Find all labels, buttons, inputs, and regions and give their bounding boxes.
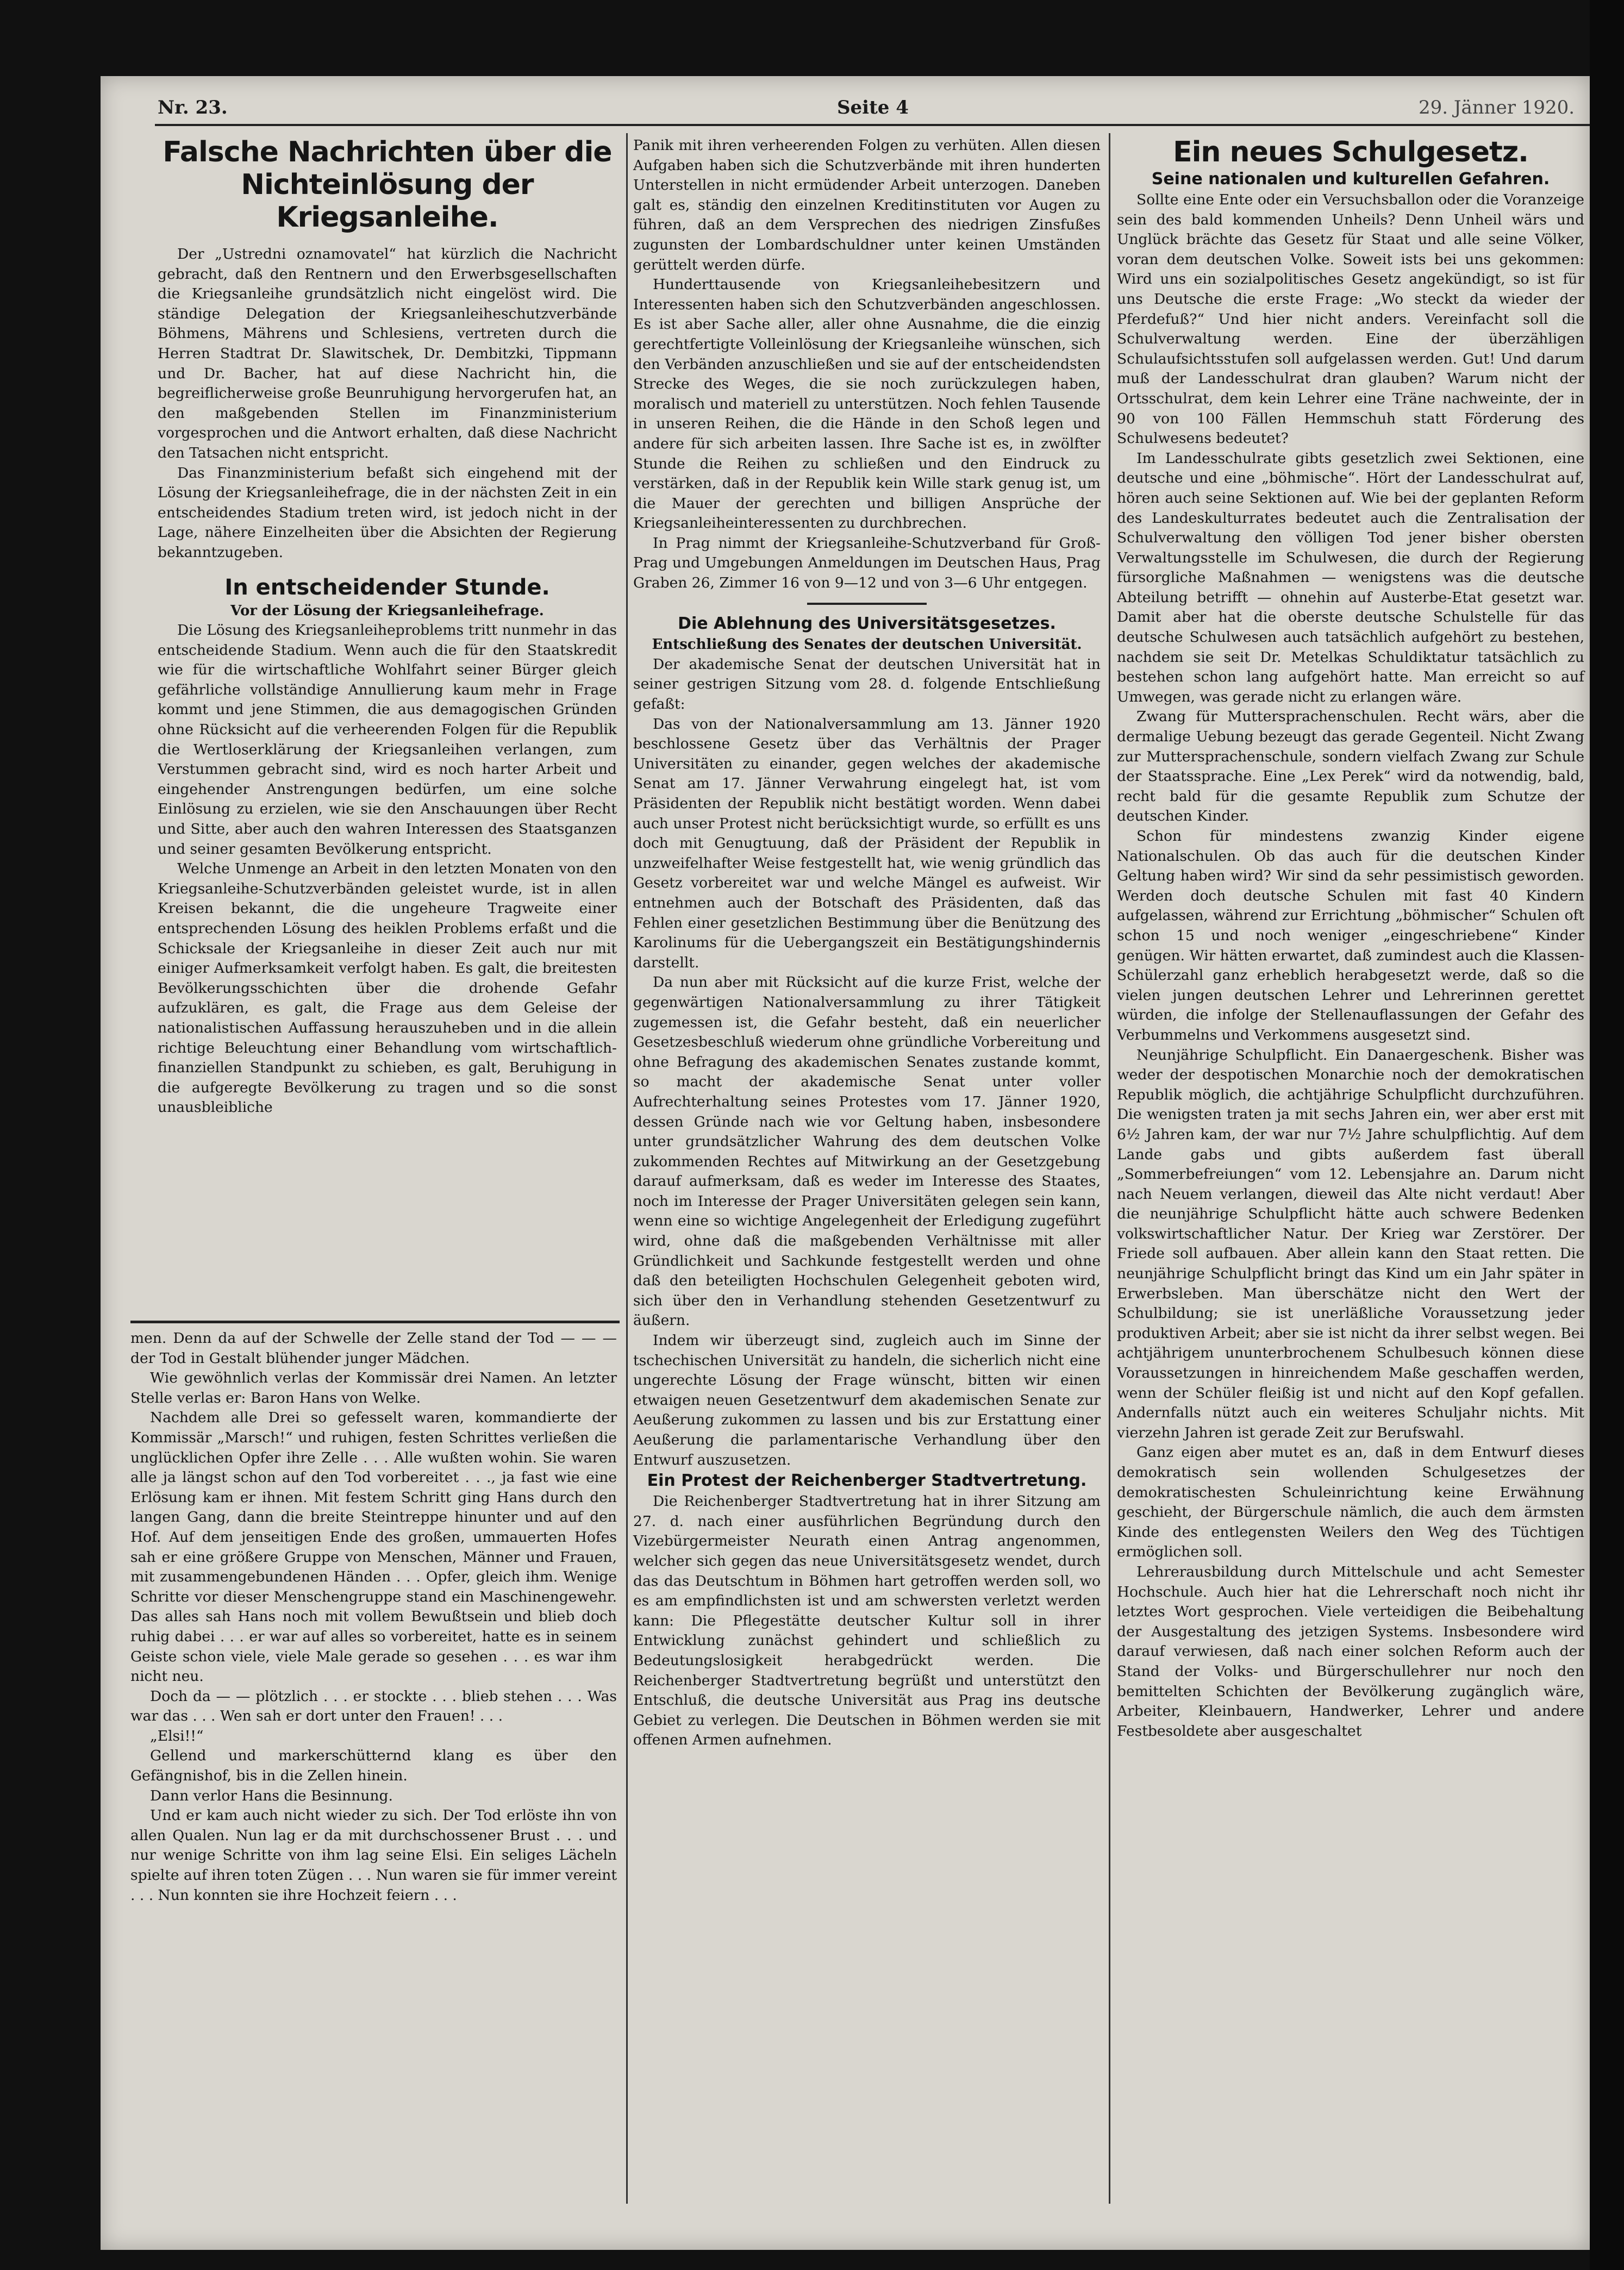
article-paragraph: Hunderttausende von Kriegsanleihebesitzern und Interessenten haben sich den Schutzverbänden angeschlossen. Es ist aber Sache aller, aller ohne Ausnahme, die die einzig gerechtfertigte Volleinlösung der Kriegsanleihe wünschen, sich den Verbänden anzuschließen und sie auf der entscheidendsten Strecke des Weges, die sie noch zurückzulegen haben, moralisch und materiell zu unterstützen. Noch fehlen Tausende in unseren Reihen, die die Hände in den Schoß legen und andere für sich arbeiten lassen. Ihre Sache ist es, in zwölfter Stunde die Reihen zu schließen und den Eindruck zu verstärken, daß in der Republik kein Wille stark genug ist, um die Mauer der gerechten und billigen Ansprüche der Kriegsanleiheinteressenten zu durchbrechen. — [633, 276, 1101, 532]
issue-date: 29. Jänner 1920. — [1419, 97, 1575, 118]
article-paragraph: Lehrerausbildung durch Mittelschule und acht Semester Hochschule. Auch hier hat die Lehrerschaft noch nicht ihr letztes Wort gesprochen. Viele verteidigen die Beibehaltung der Ausgestaltung des jetzigen Systems. Insbesondere wird darauf verwiesen, daß nach einer solchen Reform auch der Stand der Volks- und Bürgerschullehrer nur noch den bemittelten Schichten der Bevölkerung zugänglich wäre, Arbeiter, Kleinbauern, Handwerker, Lehrer und andere Festbesoldete aber ausgeschaltet — [1117, 1563, 1584, 1740]
story-paragraph: Doch da — — plötzlich . . . er stockte . . . blieb stehen . . . Was war das . . . Wen sah er dort unter den Frauen! . . . — [130, 1687, 617, 1725]
article-paragraph: Indem wir überzeugt sind, zugleich auch im Sinne der tschechischen Universität zu handeln, die sicherlich nicht eine ungerechte Lösung der Frage wünscht, bitten wir einen etwaigen neuen Gesetzentwurf dem akademischen Senate zur Aeußerung zukommen zu lassen und bis zur Erstattung einer Aeußerung die parlamentarische Verhandlung über den Entwurf auszusetzen. — [633, 1332, 1101, 1468]
article-paragraph: Im Landesschulrate gibts gesetzlich zwei Sektionen, eine deutsche und eine „böhmische“. Hört der Landesschulrat auf, hören auch seine Sektionen auf. Wie bei der geplanten Reform des Landeskulturrates bedeutet auch die Zentralisation der Schulverwaltung den völligen Tod jener bisher obersten Verwaltungsstelle im Schulwesen, die durch der Regierung fürsorgliche Maßnahmen — wenigstens was die deutsche Abteilung betrifft — ohnehin auf Austerbe-Etat gesetzt war. Damit aber hat die oberste deutsche Schulstelle für das deutsche Schulwesen auch tatsächlich aufgehört zu bestehen, nachdem sie seit Dr. Metelkas Schuldiktatur tatsächlich zu bestehen schon lang aufgehört hatte. Man erreicht so auf Umwegen, was gerade nicht zu erlangen wäre. — [1117, 449, 1584, 705]
story-paragraph: Dann verlor Hans die Besinnung. — [150, 1787, 393, 1804]
article-title: Ein Protest der Reichenberger Stadtvertretung. — [647, 1471, 1087, 1491]
section-dash — [633, 593, 1101, 614]
article-paragraph: Neunjährige Schulpflicht. Ein Danaergeschenk. Bisher was weder der despotischen Monarchie noch der demokratischen Republik möglich, die achtjährige Schulpflicht durchzuführen. Die wenigsten traten ja mit sechs Jahren ein, wer aber erst mit 6½ Jahren kam, der war nur 7½ Jahre schulpflichtig. Auf dem Lande gabs und gibts außerdem fast überall „Sommerbefreiungen“ vom 12. Lebensjahre an. Darum nicht nach Neuem verlangen, dieweil das Alte nicht verdaut! Aber die neunjährige Schulpflicht hätte auch schwere Bedenken volkswirtschaftlicher Natur. Der Krieg war Zerstörer. Der Friede soll aufbauen. Aber allein kann den Staat retten. Die neunjährige Schulpflicht bringt das Kind um ein Jahr später in Erwerbsleben. Man überschätze nicht den Wert der Schulbildung; sie ist unerläßliche Voraussetzung jeder produktiven Arbeit; aber sie ist nicht da ihrer selbst wegen. Bei achtjährigem ununterbrochenem Schulbesuch können diese Voraussetzungen in hinreichendem Maße geschaffen werden, wenn der Schüler fleißig ist und nicht auf den Kopf gefallen. Andernfalls nützt auch ein weiteres Schuljahr nichts. Mit vierzehn Jahren ist gerade Zeit zur Berufswahl. — [1117, 1046, 1584, 1441]
story-paragraph: men. Denn da auf der Schwelle der Zelle stand der Tod — — — der Tod in Gestalt blühender junger Mädchen. — [130, 1330, 617, 1367]
story-paragraph: Und er kam auch nicht wieder zu sich. Der Tod erlöste ihn von allen Qualen. Nun lag er da mit durchschossener Brust . . . und nur wenige Schritte von ihm lag seine Elsi. Ein seliges Lächeln spielte auf ihren toten Zügen . . . Nun waren sie für immer vereint . . . Nun konnten sie ihre Hochzeit feiern . . . — [130, 1807, 617, 1904]
column-divider-right — [1109, 133, 1110, 2204]
article-paragraph: Die Reichenberger Stadtvertretung hat in ihrer Sitzung am 27. d. nach einer ausführlichen Begründung durch den Vizebürgermeister Neurath einen Antrag angenommen, welcher sich gegen das neue Universitätsgesetz wendet, durch das das Deutschtum in Böhmen hart getroffen werden soll, wo es am empfindlichsten ist und am schwersten verletzt werden kann: Die Pflegestätte deutscher Kultur soll in ihrer Entwicklung zunächst gehindert und schließlich zu Bedeutungslosigkeit herabgedrückt werden. Die Reichenberger Stadtvertretung begrüßt und unterstützt den Entschluß, die deutsche Universität aus Prag ins deutsche Gebiet zu verlegen. Die Deutschen in Böhmen werden sie mit offenen Armen aufnehmen. — [633, 1493, 1101, 1749]
column-1 — [158, 136, 617, 1118]
header-rule — [155, 124, 1590, 126]
story-paragraph: Nachdem alle Drei so gefesselt waren, kommandierte der Kommissär „Marsch!“ und ruhigen, festen Schrittes verließen die unglücklichen Opfer ihre Zelle . . . Alle wußten wohin. Sie waren alle ja längst schon auf den Tod vorbereitet . . ., ja fast wie eine Erlösung kam er ihnen. Mit festem Schritt ging Hans durch den langen Gang, dann die breite Steintreppe hinunter und auf den Hof. Auf dem jenseitigen Ende des großen, ummauerten Hofes sah er eine größere Gruppe von Menschen, Männer und Frauen, mit zusammengebundenen Händen . . . Opfer, gleich ihm. Wenige Schritte vor dieser Menschengruppe stand ein Maschinengewehr. Das alles sah Hans noch mit vollem Bewußtsein und blieb doch ruhig dabei . . . er war auf alles so vorbereitet, hatte es in seinem Geiste schon viele, viele Male gerade so gesehen . . . es war ihm nicht neu. — [130, 1409, 617, 1685]
story-continuation — [130, 1329, 617, 1905]
article-paragraph: Die Lösung des Kriegsanleiheproblems tritt nunmehr in das entscheidende Stadium. Wenn auch die für den Staatskredit wie für die wirtschaftliche Wohlfahrt seiner Bürger gleich gefährliche vollständige Annullierung kaum mehr in Frage kommt und jene Stimmen, die aus demagogischen Gründen ohne Rücksicht auf die verheerenden Folgen für die Republik die Wertloserklärung der Kriegsanleihen verlangen, zum Verstummen gebracht sind, wird es noch harter Arbeit und eingehender Anstrengungen bedürfen, um eine solche Einlösung zu erzielen, wie sie den Anschauungen über Recht und Sitte, aber auch den wahren Interessen des Staatsganzen und seiner gesamten Bevölkerung entspricht. — [158, 622, 617, 858]
article-paragraph: Panik mit ihren verheerenden Folgen zu verhüten. Allen diesen Aufgaben haben sich die Schutzverbände mit ihren hunderten Unterstellen in nicht ermüdender Arbeit unterzogen. Daneben galt es, ständig den einzelnen Kreditinstituten vor Augen zu führen, daß an dem Versprechen des niedrigen Zinsfußes zugunsten der Lombardschuldner unter keinen Umständen gerüttelt werden dürfe. — [633, 137, 1101, 273]
story-paragraph: Gellend und markerschütternd klang es über den Gefängnishof, bis in die Zellen hinein. — [130, 1747, 617, 1785]
column-3 — [1117, 136, 1584, 1741]
section-rule — [130, 1321, 620, 1323]
issue-number: Nr. 23. — [158, 97, 228, 118]
article-paragraph: In Prag nimmt der Kriegsanleihe-Schutzverband für Groß-Prag und Umgebungen Anmeldungen im Deutschen Haus, Prag Graben 26, Zimmer 16 von 9—12 und von 3—6 Uhr entgegen. — [633, 534, 1101, 592]
article-title: Falsche Nachrichten über die Nichteinlösung der Kriegsanleihe. — [163, 136, 612, 234]
article-paragraph: Schon für mindestens zwanzig Kinder eigene Nationalschulen. Ob das auch für die deutschen Kinder Geltung haben wird? Wir sind da sehr pessimistisch geworden. Werden doch deutsche Schulen mit fast 40 Kindern aufgelassen, während zur Errichtung „böhmischer“ Schulen oft schon 15 und noch weniger „eingeschriebene“ Kinder genügen. Wir hätten erwartet, daß zumindest auch die Klassen-Schülerzahl ganz erheblich herabgesetzt werde, daß so die vielen jungen deutschen Lehrer und Lehrerinnen gerettet würden, die infolge der Stellenauflassungen der Gefahr des Verbummelns und Verkommens ausgesetzt sind. — [1117, 828, 1584, 1043]
article-paragraph: Da nun aber mit Rücksicht auf die kurze Frist, welche der gegenwärtigen Nationalversammlung zu ihrer Tätigkeit zugemessen ist, die Gefahr besteht, daß ein neuerlicher Gesetzesbeschluß wiederum ohne gründliche Vorbereitung und ohne Befragung des akademischen Senates zustande kommt, so macht der akademische Senat unter voller Aufrechterhaltung seines Protestes vom 17. Jänner 1920, dessen Gründe nach wie vor Geltung haben, insbesondere unter grundsätzlicher Wahrung des dem deutschen Volke zukommenden Rechtes auf Mitwirkung an der Gesetzgebung darauf aufmerksam, daß es weder im Interesse des Staates, noch im Interesse der Prager Universitäten gelegen sein kann, wenn eine so wichtige Angelegenheit der Erledigung zugeführt wird, ohne daß die maßgebenden Verhältnisse mit aller Gründlichkeit und Sachkunde festgestellt werden und ohne daß den beteiligten Hochschulen Gelegenheit geboten wird, sich über den in Verhandlung stehenden Gesetzentwurf zu äußern. — [633, 974, 1101, 1329]
article-paragraph: Das Finanzministerium befaßt sich eingehend mit der Lösung der Kriegsanleihefrage, die in der nächsten Zeit in ein entscheidendes Stadium treten wird, ist jedoch nicht in der Lage, nähere Einzelheiten über die Absichten der Regierung bekanntzugeben. — [158, 464, 617, 561]
article-paragraph: Zwang für Muttersprachenschulen. Recht wärs, aber die dermalige Uebung bezeugt das gerade Gegenteil. Nicht Zwang zur Muttersprachenschule, sondern vielfach Zwang zur Schule der Staatssprache. Eine „Lex Perek“ wird da notwendig, bald, recht bald für die gesamte Republik zum Schutze der deutschen Kinder. — [1117, 708, 1584, 825]
column-divider-left — [626, 133, 628, 2204]
column-2 — [633, 136, 1101, 1750]
article-subtitle: Vor der Lösung der Kriegsanleihefrage. — [230, 602, 544, 619]
article-subtitle: Seine nationalen und kulturellen Gefahren. — [1151, 170, 1550, 189]
article-paragraph: Der „Ustredni oznamovatel“ hat kürzlich die Nachricht gebracht, daß den Rentnern und den Erwerbsgesellschaften die Kriegsanleihe grundsätzlich nicht eingelöst wird. Die ständige Delegation der Kriegsanleiheschutzverbände Böhmens, Mährens und Schlesiens, vertreten durch die Herren Stadtrat Dr. Slawitschek, Dr. Dembitzki, Tippmann und Dr. Bacher, hat auf diese Nachricht hin, die begreiflicherweise große Beunruhigung hervorgerufen hat, an den maßgebenden Stellen im Finanzministerium vorgesprochen und die Antwort erhalten, daß diese Nachricht den Tatsachen nicht entspricht. — [158, 246, 617, 461]
article-title: Ein neues Schulgesetz. — [1173, 136, 1528, 168]
article-subtitle: Entschließung des Senates der deutschen Universität. — [652, 636, 1082, 653]
article-paragraph: Welche Unmenge an Arbeit in den letzten Monaten von den Kriegsanleihe-Schutzverbänden geleistet wurde, ist in allen Kreisen bekannt, die die ungeheure Tragweite einer entsprechenden Lösung des heiklen Problems erfaßt und die Schicksale der Kriegsanleihe in dieser Zeit auch nur mit einiger Aufmerksamkeit verfolgt haben. Es galt, die breitesten Bevölkerungsschichten über die drohende Gefahr aufzuklären, es galt, die Frage aus dem Geleise der nationalistischen Auffassung herauszuheben und in die allein richtige Beleuchtung einer Behandlung vom wirtschaftlich-finanziellen Standpunkt zu schieben, es galt, Beruhigung in die aufgeregte Bevölkerung zu tragen und so die sonst unausbleibliche — [158, 860, 617, 1116]
page-number: Seite 4 — [837, 97, 909, 118]
article-title: Die Ablehnung des Universitätsgesetzes. — [678, 614, 1056, 634]
article-paragraph: Das von der Nationalversammlung am 13. Jänner 1920 beschlossene Gesetz über das Verhältnis der Prager Universitäten zu einander, gegen welches der akademische Senat am 17. Jänner Verwahrung eingelegt hat, ist vom Präsidenten der Republik nicht bestätigt worden. Wenn dabei auch unser Protest nicht berücksichtigt wurde, so erfüllt es uns doch mit Genugtuung, daß der Präsident der Republik in unzweifelhafter Weise festgestellt hat, wie wenig gründlich das Gesetz vorbereitet war und welche Mängel es aufweist. Wir entnehmen auch der Botschaft des Präsidenten, daß das Fehlen einer gesetzlichen Bestimmung über die Benützung des Karolinums für die Uebergangszeit ein Bestätigungshindernis darstellt. — [633, 715, 1101, 971]
article-paragraph: Sollte eine Ente oder ein Versuchsballon oder die Voranzeige sein des bald kommenden Unheils? Denn Unheil wärs und Unglück brächte das Gesetz für Staat und alle seine Völker, voran dem deutschen Volke. Soweit ists bei uns gekommen: Wird uns ein sozialpolitisches Gesetz angekündigt, so ist für uns Deutsche die erste Frage: „Wo steckt da wieder der Pferdefuß?“ Und hier nicht anders. Vereinfacht soll die Schulverwaltung werden. Eine der überzähligen Schulaufsichtsstufen soll aufgelassen werden. Gut! Und darum muß der Landesschulrat dran glauben? Warum nicht der Ortsschulrat, dem kein Lehrer eine Träne nachweinte, der in 90 von 100 Fällen Hemmschuh statt Förderung des Schulwesens bedeutet? — [1117, 191, 1584, 447]
article-paragraph: Ganz eigen aber mutet es an, daß in dem Entwurf dieses demokratisch sein wollenden Schulgesetzes der demokratischesten Schuleinrichtung keine Erwähnung geschieht, der Bürgerschule nämlich, die auch dem ärmsten Kinde des entlegensten Weilers den Weg des Tüchtigen ermöglichen soll. — [1117, 1444, 1584, 1561]
article-title: In entscheidender Stunde. — [224, 574, 550, 600]
story-paragraph: „Elsi!!“ — [150, 1727, 204, 1744]
story-paragraph: Wie gewöhnlich verlas der Kommissär drei Namen. An letzter Stelle verlas er: Baron Hans von Welke. — [130, 1369, 617, 1406]
article-paragraph: Der akademische Senat der deutschen Universität hat in seiner gestrigen Sitzung vom 28. d. folgende Entschließung gefaßt: — [633, 655, 1101, 713]
scan-edge — [1590, 0, 1624, 2270]
